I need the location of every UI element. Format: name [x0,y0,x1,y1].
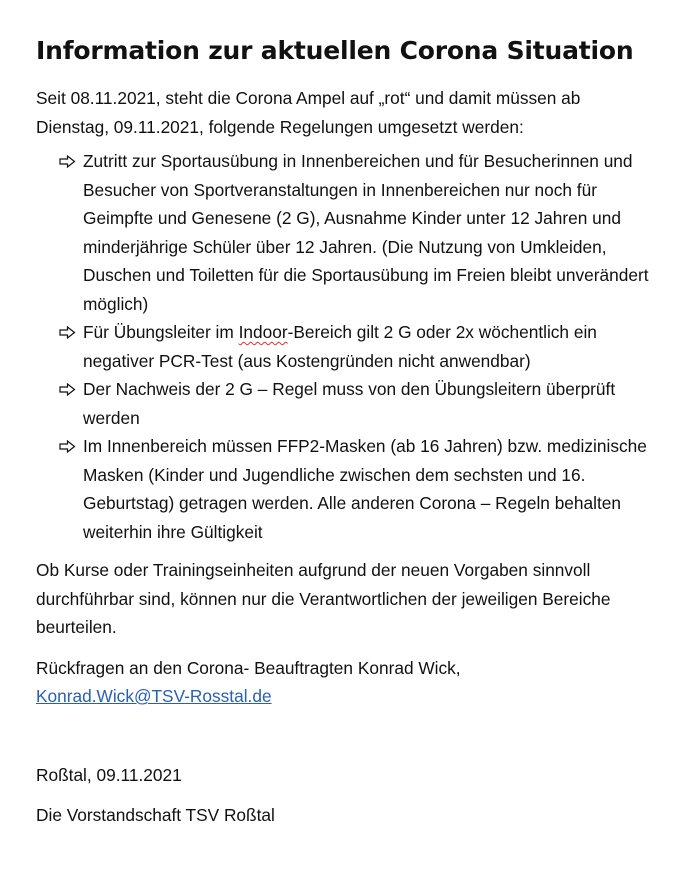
rule-text: Zutritt zur Sportausübung in Innenbereichen und für Besucherinnen und Besucher von Sportveranstaltungen in Innenbereichen nur noch für Geimpfte und Genesene (2 G), Ausnahme Kinder unter 12 Jahren und minderjährige Schüler über 12 Jahren. (Die Nutzung von Umkleiden, Duschen und Toiletten für die Sportausübung im Freien bleibt unverändert möglich) [83,151,649,314]
rule-text-after: -Bereich gilt 2 G oder 2x wöchentlich ein negativer PCR-Test (aus Kostengründen nicht anwendbar) [83,322,597,371]
contact-email-link[interactable]: Konrad.Wick@TSV-Rosstal.de [36,686,272,706]
rule-item-4 [36,432,656,546]
rule-item-3 [36,375,656,432]
document-title: Information zur aktuellen Corona Situation [36,36,634,65]
document-page [36,34,656,830]
rule-text: Der Nachweis der 2 G – Regel muss von den Übungsleitern überprüft werden [83,379,616,428]
right-arrow-outline-icon [59,318,77,346]
rule-text-before: Für Übungsleiter im [83,322,239,342]
rule-item-1 [36,147,656,318]
right-arrow-outline-icon [59,147,77,175]
place-date: Roßtal, 09.11.2021 [36,764,182,785]
rules-list [36,147,656,546]
contact-text: Rückfragen an den Corona- Beauftragten Konrad Wick, [36,657,461,678]
rule-text: Im Innenbereich müssen FFP2-Masken (ab 16 Jahren) bzw. medizinische Masken (Kinder und Jugendliche zwischen dem sechsten und 16. Geburtstag) getragen werden. Alle anderen Corona – Regeln behalten weiterhin ihre Gültigkeit [83,436,647,542]
right-arrow-outline-icon [59,432,77,460]
right-arrow-outline-icon [59,375,77,403]
contact-paragraph [36,654,656,711]
closing-paragraph: Ob Kurse oder Trainingseinheiten aufgrund der neuen Vorgaben sinnvoll durchführbar sind, können nur die Verantwortlichen der jeweiligen Bereiche beurteilen. [36,560,611,637]
spellcheck-flagged-word: Indoor [238,322,288,342]
signature: Die Vorstandschaft TSV Roßtal [36,805,275,825]
rule-item-2 [36,318,656,375]
intro-paragraph: Seit 08.11.2021, steht die Corona Ampel auf „rot“ und damit müssen ab Dienstag, 09.11.2021, folgende Regelungen umgesetzt werden: [36,88,581,137]
